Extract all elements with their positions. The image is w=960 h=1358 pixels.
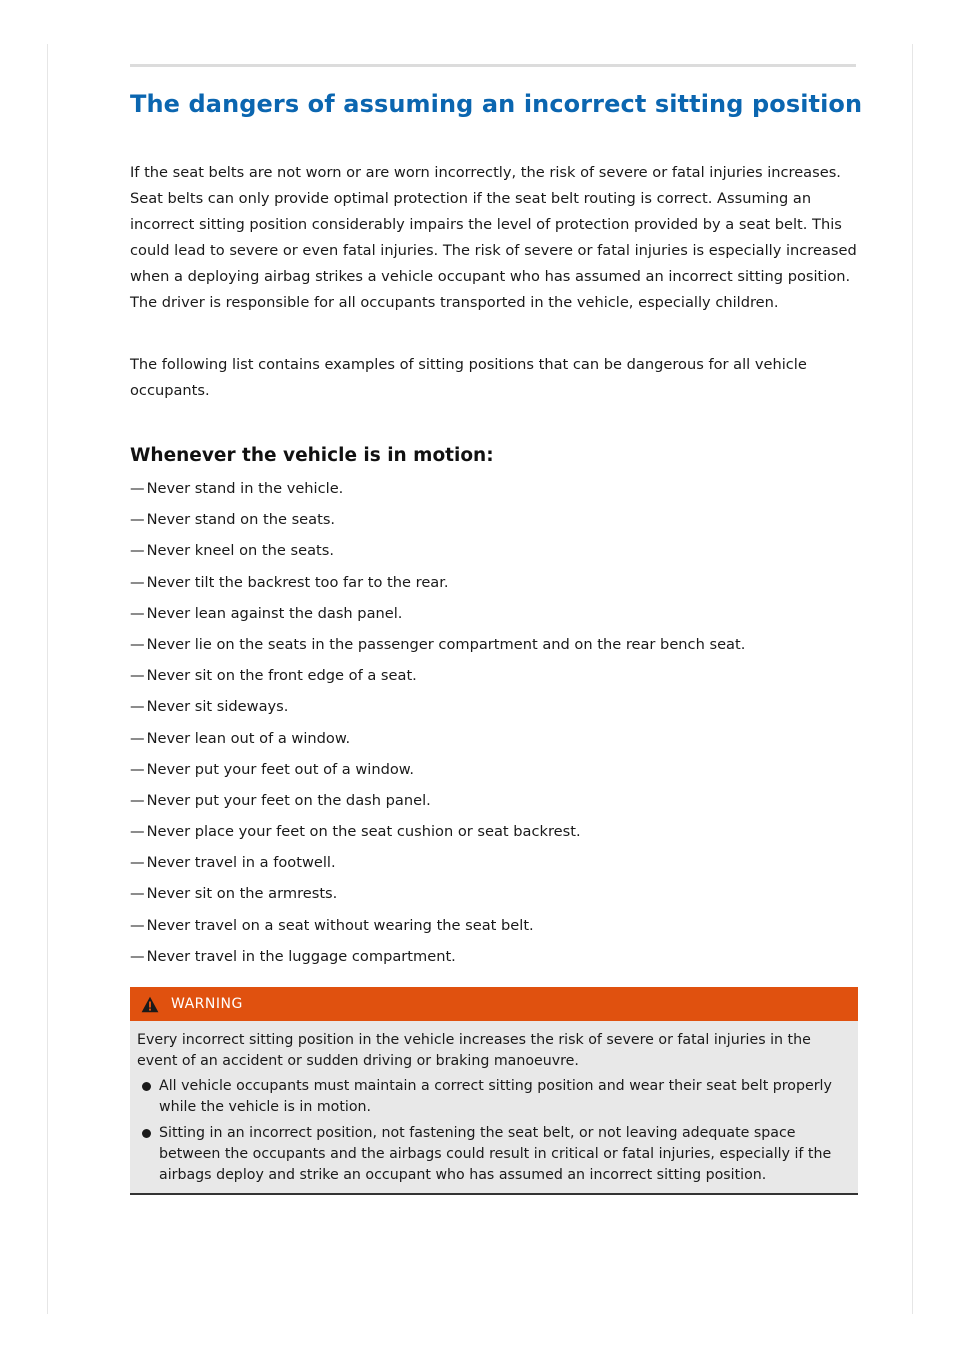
list-item-text: Never sit sideways. <box>146 698 289 716</box>
list-item-text: Never kneel on the seats. <box>146 542 334 560</box>
list-item <box>130 473 745 504</box>
list-item-text: Never tilt the backrest too far to the rear. <box>146 573 449 591</box>
warning-bullet-list <box>130 1076 858 1186</box>
list-item-text: Never travel on a seat without wearing the seat belt. <box>146 916 534 934</box>
list-item-text: Never lie on the seats in the passenger compartment and on the rear bench seat. <box>146 635 746 653</box>
warning-header <box>130 987 858 1021</box>
dash-marker: — <box>130 635 145 653</box>
dash-marker: — <box>130 885 145 903</box>
warning-bullet-text: Sitting in an incorrect position, not fastening the seat belt, or not leaving adequate space between the occupants and the airbags could result in critical or fatal injuries, especially if the airbags deploy and strike an occupant who has assumed an incorrect sitting position. <box>159 1125 832 1183</box>
list-item-text: Never lean out of a window. <box>146 729 351 747</box>
list-item-text: Never lean against the dash panel. <box>146 604 403 622</box>
list-item <box>130 535 745 566</box>
list-item-text: Never sit on the armrests. <box>146 885 338 903</box>
warning-label: WARNING <box>171 996 243 1012</box>
list-item-text: Never put your feet on the dash panel. <box>146 791 431 809</box>
dash-marker: — <box>130 542 145 560</box>
list-item <box>130 847 745 878</box>
dash-marker: — <box>130 854 145 872</box>
list-item <box>130 629 745 660</box>
list-intro-paragraph: The following list contains examples of sitting positions that can be dangerous for all vehicle occupants. <box>130 356 807 399</box>
page-title: The dangers of assuming an incorrect sitting position <box>130 90 863 118</box>
warning-box <box>130 987 858 1195</box>
list-item <box>130 910 745 941</box>
dash-marker: — <box>130 604 145 622</box>
dash-marker: — <box>130 573 145 591</box>
list-item-text: Never travel in a footwell. <box>146 854 336 872</box>
bullet-dot-icon <box>142 1082 151 1091</box>
warning-bullet-text: All vehicle occupants must maintain a correct sitting position and wear their seat belt properly while the vehicle is in motion. <box>159 1078 832 1115</box>
list-item <box>130 598 745 629</box>
dash-marker: — <box>130 667 145 685</box>
list-item-text: Never put your feet out of a window. <box>146 760 415 778</box>
list-item <box>130 878 745 909</box>
dash-marker: — <box>130 698 145 716</box>
list-item <box>130 504 745 535</box>
dash-marker: — <box>130 947 145 965</box>
motion-subheading: Whenever the vehicle is in motion: <box>130 445 494 466</box>
list-item <box>130 941 745 972</box>
list-item <box>130 754 745 785</box>
dash-marker: — <box>130 916 145 934</box>
right-margin-line <box>912 44 913 1314</box>
left-margin-line <box>47 44 48 1314</box>
list-item <box>130 785 745 816</box>
warning-bullet <box>130 1123 858 1186</box>
list-item <box>130 723 745 754</box>
list-item <box>130 816 745 847</box>
list-item <box>130 660 745 691</box>
list-item-text: Never place your feet on the seat cushion or seat backrest. <box>146 823 581 841</box>
warning-intro: Every incorrect sitting position in the vehicle increases the risk of severe or fatal injuries in the event of an accident or sudden driving or braking manoeuvre. <box>137 1032 811 1069</box>
warning-bullet <box>130 1076 858 1118</box>
list-item-text: Never stand on the seats. <box>146 511 336 529</box>
list-item-text: Never stand in the vehicle. <box>146 480 344 497</box>
list-item <box>130 567 745 598</box>
top-divider <box>130 64 856 67</box>
warning-triangle-icon <box>141 996 159 1013</box>
dash-marker: — <box>130 511 145 529</box>
dash-marker: — <box>130 729 145 747</box>
intro-paragraph: If the seat belts are not worn or are worn incorrectly, the risk of severe or fatal injuries increases. Seat belts can only provide optimal protection if the seat belt routing is correct. Assuming an incorrect sitting position considerably impairs the level of protection provided by a seat belt. This could lead to severe or even fatal injuries. The risk of severe or fatal injuries is especially increased when a deploying airbag strikes a vehicle occupant who has assumed an incorrect sitting position. The driver is responsible for all occupants transported in the vehicle, especially children. <box>130 164 857 311</box>
list-item-text: Never sit on the front edge of a seat. <box>146 667 417 685</box>
list-item <box>130 691 745 722</box>
dash-marker: — <box>130 791 145 809</box>
dash-marker: — <box>130 823 145 841</box>
dash-marker: — <box>130 480 145 497</box>
list-item-text: Never travel in the luggage compartment. <box>146 947 456 965</box>
dash-marker: — <box>130 760 145 778</box>
bullet-dot-icon <box>142 1129 151 1138</box>
dangerous-positions-list <box>130 473 745 972</box>
